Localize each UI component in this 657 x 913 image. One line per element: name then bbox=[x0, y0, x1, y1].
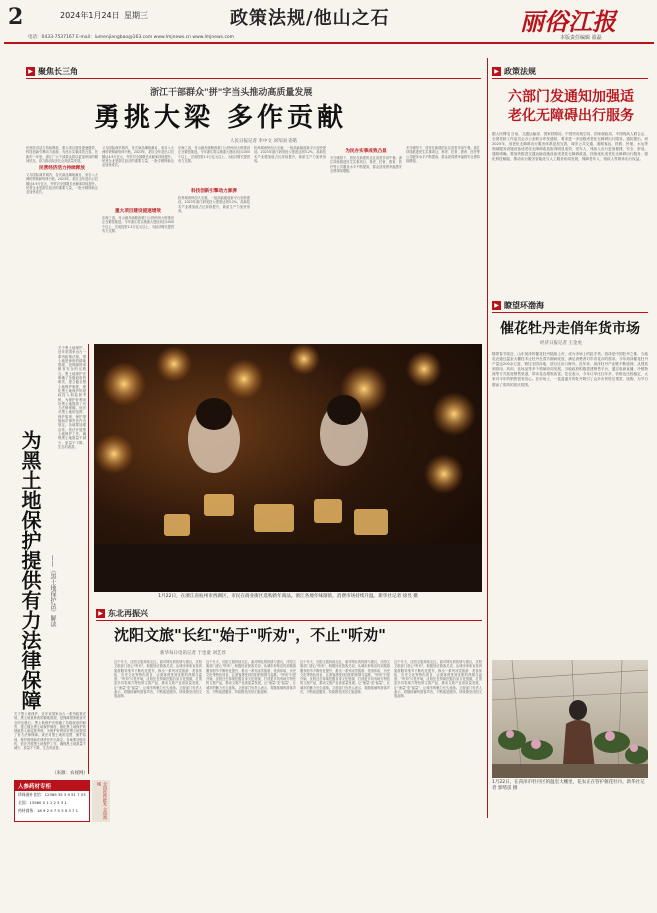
article-col-2: 义乌国际商贸城内，各式商品琳琅满目，来自八大洲的采购商络绎不绝。2023年，浙江全年进出口总额达4.9万亿元，外贸对全国增长贡献率持续提升。民营企业是浙江经济的重要力量，一批专精特新企业加快成长。 重大项目建设提速增效 东海之滨，舟山港舟绿路西堠门公铁两用大桥建设正在紧张推进。今年浙江将实施重大建设项目1000个以上，完成投资1.5万亿元以上，为经济增长提供有力支撑。 bbox=[102, 146, 174, 233]
subheading: 重大项目建设提速增效 bbox=[115, 209, 161, 214]
editor-line: 本版责任编辑 盈磊 bbox=[560, 35, 602, 41]
vert-divider bbox=[88, 344, 89, 774]
vert-body-right: 关于黑土地保护，近年来国家出台一系列政策法规。黑土地是珍贵的耕地资源，是保障国家粮食安全的压舱石。黑土地保护法明确了各级政府的职责，建立健全黑土地保护制度，强化黑土地保护的财政投入和监督考核，为保护好利用好黑土地提供了有力法律保障。该法对黑土地的范围、保护原则、保护措施和法律责任作出规定。各地要加强宣传，依法开展黑土地保护工作，确保黑土地数量不减少、质量不下降、生态有改善。 bbox=[58, 346, 86, 449]
right-mid-headline: 催花牡丹走俏年货市场 bbox=[500, 321, 640, 337]
photo-illustration bbox=[94, 344, 482, 592]
contact-line: 电话：0433-7537167 E-mail：lumenjiangbao@163.com www.lmjnews.cn www.lmjnews.com bbox=[28, 35, 235, 40]
ad-line: 珍珠滋补食馆：12369 35 3 9 51 7 53 bbox=[18, 792, 86, 797]
ad-line: 全国：13560 5 1 1 2 5 3 1 bbox=[18, 800, 67, 805]
section-tag-yangtze: ▶ 聚焦长三角 bbox=[26, 66, 78, 77]
section-tag-northeast: ▶ 东北再振兴 bbox=[96, 608, 148, 619]
photo-caption: 1月22日，在浙江省杭州市西湖区，市民在商业街区选购新年商品。浙江各地年味渐浓，消费市场持续升温。新华社记者 徐昱 摄 bbox=[158, 594, 418, 599]
ad-line: 药材商务：18 9 2 5 7 5 3 9 3 7 1 bbox=[18, 808, 79, 813]
subheading: 为民办实事成效凸显 bbox=[345, 149, 387, 154]
subheading: 民营经济活力持续释放 bbox=[39, 166, 85, 172]
section-mark-icon: ▶ bbox=[96, 609, 105, 618]
lantern-market-photo bbox=[94, 344, 482, 592]
bottom-headline: 沈阳文旅"长红"始于"听劝"，不止"听劝" bbox=[114, 626, 386, 644]
section-rule bbox=[26, 78, 481, 79]
section-rule bbox=[492, 312, 648, 313]
article-col-6: 冬日暖阳下，居民在新建的社区食堂享用午餐。浙江持续推进民生实事项目，养老、托育、教育、医疗等公共服务水平不断提高，群众获得感幸福感安全感持续增强。 bbox=[406, 146, 480, 163]
article-kicker: 浙江干部群众"拼"字当头推动高质量发展 bbox=[150, 88, 313, 98]
section-mark-icon: ▶ bbox=[492, 67, 501, 76]
vert-source: （来源：农视网） bbox=[52, 771, 88, 776]
right-top-headline: 六部门发通知加强适老化无障碍出行服务 bbox=[508, 89, 634, 124]
bottom-byline: 新华每日电讯记者 于也童 刘艺淳 bbox=[160, 651, 226, 656]
ad-side: 全国医药批发 全国商城 bbox=[92, 780, 110, 822]
section-mark-icon: ▶ bbox=[26, 67, 35, 76]
vert-subtitle: ——《黑土地保护法》解读 bbox=[49, 555, 56, 627]
article-col-5: 为民办实事成效凸显 冬日暖阳下，居民在新建的社区食堂享用午餐。浙江持续推进民生实事项目，养老、托育、教育、医疗等公共服务水平不断提高，群众获得感幸福感安全感持续增强。 bbox=[330, 149, 402, 173]
photo-illustration bbox=[492, 660, 648, 778]
page-number: 2 bbox=[8, 4, 24, 30]
bottom-col-4: 这个冬天，沈阳文旅持续走红。面对网友的热情与建议，沈阳文旅部门虚心"听劝"，积极回应游客关切，从城市形象宣传到旅游服务细节不断优化提升，推出一系列冰雪旅游、美食体验、历史文化等特色项目，让游客感受到沈阳的热情与温度。"听劝"只是开始，沈阳还在持续挖掘自身文化资源，打造更多具有地方特色的文旅产品，推动文旅产业高质量发展，让"流量"变"留量"，让城市的魅力长久延续。文旅部门负责人表示，将继续倾听游客声音，不断改进服务，持续擦亮沈阳文旅品牌。 bbox=[394, 660, 482, 699]
article-col-1: 民营经济活力持续释放，重大项目建设提速增效，科技创新引擎动力澎湃，为民办实事成效凸显。在新的一年里，浙江广大干部群众将以更加昂扬的精神状态，奋力推动经济社会高质量发展。 民营经济活力持续释放 义乌国际商贸城内，各式商品琳琅满目，来自八大洲的采购商络绎不绝。2023年，浙江全年进出口总额达4.9万亿元，外贸对全国增长贡献率持续提升。民营企业是浙江经济的重要力量，一批专精特新企业加快成长。 bbox=[26, 146, 98, 195]
section-tag-policy: ▶ 政策法规 bbox=[492, 66, 536, 77]
ad-box bbox=[14, 780, 90, 822]
article-col-3: 东海之滨，舟山港舟绿路西堠门公铁两用大桥建设正在紧张推进。今年浙江将实施重大建设项目1000个以上，完成投资1.5万亿元以上，为经济增长提供有力支撑。 科技创新引擎动力澎湃 杭州城西科创大走廊，一批高能级创新平台加快建设。2023年浙江研发投入强度达到3.2%，高新技术产业增加值占比持续提升，新质生产力加快形成。 bbox=[178, 146, 250, 213]
newspaper-logo: 丽俗江报 bbox=[520, 7, 616, 36]
right-col-divider bbox=[487, 58, 488, 818]
page-header bbox=[0, 0, 657, 50]
issue-weekday: 星期三 bbox=[124, 11, 148, 20]
article-byline: 人民日报记者 李中文 刘军国 姿皓 bbox=[230, 139, 298, 144]
section-rule bbox=[96, 620, 482, 621]
vert-title: 为黑土地保护提供有力法律保障 bbox=[18, 430, 42, 710]
section-rule bbox=[492, 78, 648, 79]
bottom-col-1: 这个冬天，沈阳文旅持续走红。面对网友的热情与建议，沈阳文旅部门虚心"听劝"，积极回应游客关切，从城市形象宣传到旅游服务细节不断优化提升，推出一系列冰雪旅游、美食体验、历史文化等特色项目，让游客感受到沈阳的热情与温度。"听劝"只是开始，沈阳还在持续挖掘自身文化资源，打造更多具有地方特色的文旅产品，推动文旅产业高质量发展，让"流量"变"留量"，让城市的魅力长久延续。文旅部门负责人表示，将继续倾听游客声音，不断改进服务，持续擦亮沈阳文旅品牌。 bbox=[114, 660, 202, 699]
subheading: 科技创新引擎动力澎湃 bbox=[191, 189, 237, 194]
article-headline: 勇挑大梁 多作贡献 bbox=[94, 103, 348, 133]
peony-greenhouse-photo bbox=[492, 660, 648, 778]
right-mid-byline: 经济日报记者 王金虎 bbox=[540, 341, 582, 346]
right-mid-body: 随着春节临近，山东菏泽的催花牡丹陆续上市，成为市场上的抢手货。菏泽是中国牡丹之都，当地花农通过温室大棚技术让牡丹在春节期间绽放，满足消费者对年宵花卉的需求。今年菏泽催花牡丹产量达200余万盆，销往全国各地，部分还出口海外。近年来，菏泽牡丹产业链不断延伸，从观赏到食用、药用、化妆品等多个领域协同发展。当地政府积极搭建销售平台，通过电商直播、冷链物流等方式拓宽销售渠道，带动花农增收致富。花农表示，今年订单比往年多，价格也比较稳定，大家对今年的销售很有信心。在市场上，一盆盆盛开的牡丹吸引了众多市民驻足观赏、选购，为节日增添了浓浓的喜庆氛围。 bbox=[492, 352, 648, 387]
section-title: 政策法规/他山之石 bbox=[230, 8, 390, 29]
bottom-col-2: 这个冬天，沈阳文旅持续走红。面对网友的热情与建议，沈阳文旅部门虚心"听劝"，积极回应游客关切，从城市形象宣传到旅游服务细节不断优化提升，推出一系列冰雪旅游、美食体验、历史文化等特色项目，让游客感受到沈阳的热情与温度。"听劝"只是开始，沈阳还在持续挖掘自身文化资源，打造更多具有地方特色的文旅产品，推动文旅产业高质量发展，让"流量"变"留量"，让城市的魅力长久延续。文旅部门负责人表示，将继续倾听游客声音，不断改进服务，持续擦亮沈阳文旅品牌。 bbox=[206, 660, 296, 695]
article-col-4: 杭州城西科创大走廊，一批高能级创新平台加快建设。2023年浙江研发投入强度达到3.2%，高新技术产业增加值占比持续提升，新质生产力加快形成。 bbox=[254, 146, 326, 163]
bottom-col-3: 这个冬天，沈阳文旅持续走红。面对网友的热情与建议，沈阳文旅部门虚心"听劝"，积极回应游客关切，从城市形象宣传到旅游服务细节不断优化提升，推出一系列冰雪旅游、美食体验、历史文化等特色项目，让游客感受到沈阳的热情与温度。"听劝"只是开始，沈阳还在持续挖掘自身文化资源，打造更多具有地方特色的文旅产品，推动文旅产业高质量发展，让"流量"变"留量"，让城市的魅力长久延续。文旅部门负责人表示，将继续倾听游客声音，不断改进服务，持续擦亮沈阳文旅品牌。 bbox=[300, 660, 390, 695]
section-tag-bohai: ▶ 瞭望环渤海 bbox=[492, 300, 544, 311]
ad-title: 人参药材专柜 bbox=[15, 781, 89, 791]
header-rule bbox=[4, 42, 654, 44]
issue-date: 2024年1月24日 bbox=[60, 11, 120, 20]
vert-body-bottom: 关于黑土地保护，近年来国家出台一系列政策法规。黑土地是珍贵的耕地资源，是保障国家粮食安全的压舱石。黑土地保护法明确了各级政府的职责，建立健全黑土地保护制度，强化黑土地保护的财政投入和监督考核，为保护好利用好黑土地提供了有力法律保障。该法对黑土地的范围、保护原则、保护措施和法律责任作出规定。各地要加强宣传，依法开展黑土地保护工作，确保黑土地数量不减少、质量不下降、生态有改善。 bbox=[14, 712, 86, 751]
right-top-body: 据人民网电 日前，交通运输部、国家铁路局、中国民用航空局、国家邮政局、中国残疾人联合会、全国老龄工作委员会办公室联合印发通知，要求进一步加强适老化无障碍出行服务。通知提出，到2025年，适老化无障碍出行服务体系更加完善，城市公共交通、道路客运、铁路、民航、水运等领域服务设施设备适老化无障碍改造取得明显成效，老年人、残疾人出行更加便捷、安全、舒适。通知明确，要加快推进交通运输设施设备适老化无障碍改造，持续优化适老化无障碍出行服务，强化科技赋能，推动出行服务智能化与人工服务协同发展，保障老年人、残疾人等群体出行权益。 bbox=[492, 132, 648, 161]
section-mark-icon: ▶ bbox=[492, 301, 501, 310]
peony-caption: 1月22日，在菏泽市牡丹区的温室大棚里，花农正在管护催花牡丹。新华社记者 郭绪雷 摄 bbox=[492, 780, 645, 791]
